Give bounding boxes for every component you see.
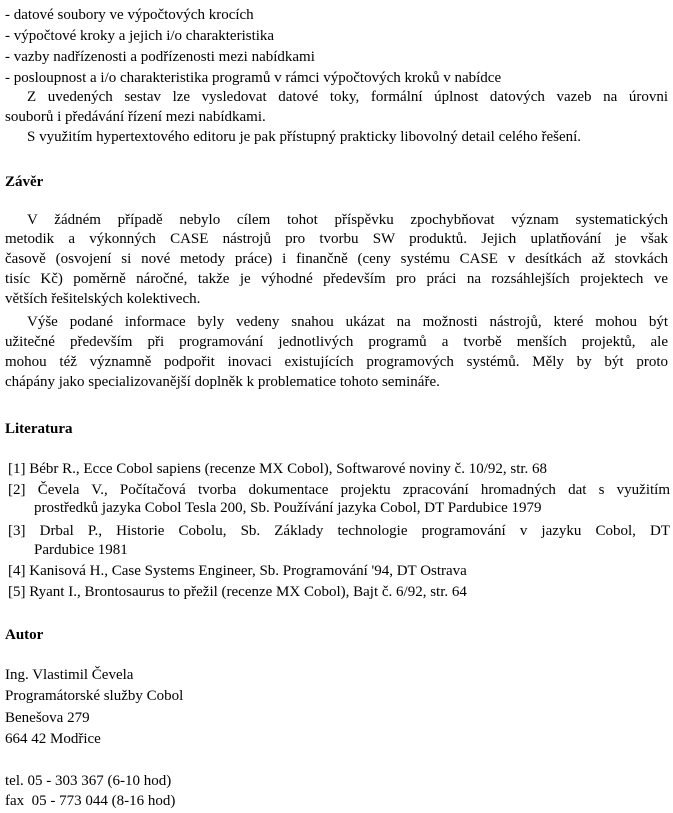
author-organization: Programátorské služby Cobol	[5, 688, 184, 704]
reference-number: [4]	[8, 563, 26, 579]
reference-item	[8, 583, 467, 601]
intro-paragraph-line: souborů i předávání řízení mezi nabídkami.	[5, 109, 266, 125]
author-name: Ing. Vlastimil Čevela	[5, 667, 134, 683]
bullet-item: - posloupnost a i/o charakteristika programů v rámci výpočtových kroků v nabídce	[5, 70, 502, 86]
author-street: Benešova 279	[5, 710, 90, 726]
conclusion-p1-line: tisíc Kč) poměrně náročné, takže je výhodné především pro práci na rozsáhlejších projektech ve	[5, 271, 668, 287]
author-fax: fax 05 - 773 044 (8-16 hod)	[5, 793, 176, 809]
conclusion-heading: Závěr	[5, 174, 44, 190]
literature-heading: Literatura	[5, 421, 73, 437]
reference-text: Kanisová H., Case Systems Engineer, Sb. Programování '94, DT Ostrava	[29, 563, 467, 579]
reference-item	[8, 481, 670, 499]
reference-number: [3]	[8, 523, 26, 539]
reference-text-continued: prostředků jazyka Cobol Tesla 200, Sb. Používání jazyka Cobol, DT Pardubice 1979	[34, 500, 542, 516]
conclusion-p1-line: větších řešitelských kolektivech.	[5, 291, 201, 307]
reference-item	[8, 562, 467, 580]
reference-text-continued: Pardubice 1981	[34, 542, 128, 558]
intro-paragraph-line: Z uvedených sestav lze vysledovat datové toky, formální úplnost datových vazeb na úrovni	[27, 89, 668, 105]
author-city: 664 42 Modřice	[5, 731, 101, 747]
reference-item	[8, 522, 670, 540]
author-phone: tel. 05 - 303 367 (6-10 hod)	[5, 773, 172, 789]
intro-paragraph-2: S využitím hypertextového editoru je pak přístupný prakticky libovolný detail celého řešení.	[27, 129, 582, 145]
reference-text: Bébr R., Ecce Cobol sapiens (recenze MX Cobol), Softwarové noviny č. 10/92, str. 68	[29, 461, 548, 477]
reference-text: Ryant I., Brontosaurus to přežil (recenze MX Cobol), Bajt č. 6/92, str. 64	[29, 584, 467, 600]
bullet-item: - výpočtové kroky a jejich i/o charakteristika	[5, 28, 275, 44]
conclusion-p2-line: užitečné především při programování jednotlivých programů a tvorbě menších projektů, ale	[5, 334, 668, 350]
reference-number: [2]	[8, 482, 26, 498]
bullet-item: - datové soubory ve výpočtových krocích	[5, 7, 254, 23]
reference-number: [5]	[8, 584, 26, 600]
conclusion-p1-line: metodik a výkonných CASE nástrojů pro tvorbu SW produktů. Jejich uplatňování je však	[5, 231, 668, 247]
conclusion-p2-line: Výše podané informace byly vedeny snahou ukázat na možnosti nástrojů, které mohou být	[27, 314, 668, 330]
conclusion-p2-line: mohou též významně podpořit inovaci existujících programových systémů. Měly by být proto	[5, 354, 668, 370]
reference-text: Čevela V., Počítačová tvorba dokumentace projektu zpracování hromadných dat s využitím	[37, 482, 670, 498]
author-heading: Autor	[5, 627, 44, 643]
conclusion-p1-line: V žádném případě nebylo cílem tohot příspěvku zpochybňovat význam systematických	[27, 212, 668, 228]
reference-text: Drbal P., Historie Cobolu, Sb. Základy technologie programování v jazyku Cobol, DT	[39, 523, 671, 539]
reference-number: [1]	[8, 461, 26, 477]
bullet-item: - vazby nadřízenosti a podřízenosti mezi nabídkami	[5, 49, 315, 65]
conclusion-p1-line: časově (osvojení si nové metody práce) i finančně (ceny systému CASE v desítkách až stovkách	[5, 251, 668, 267]
conclusion-p2-line: chápány jako specializovanější doplněk k problematice tohoto semináře.	[5, 374, 440, 390]
reference-item	[8, 460, 547, 478]
